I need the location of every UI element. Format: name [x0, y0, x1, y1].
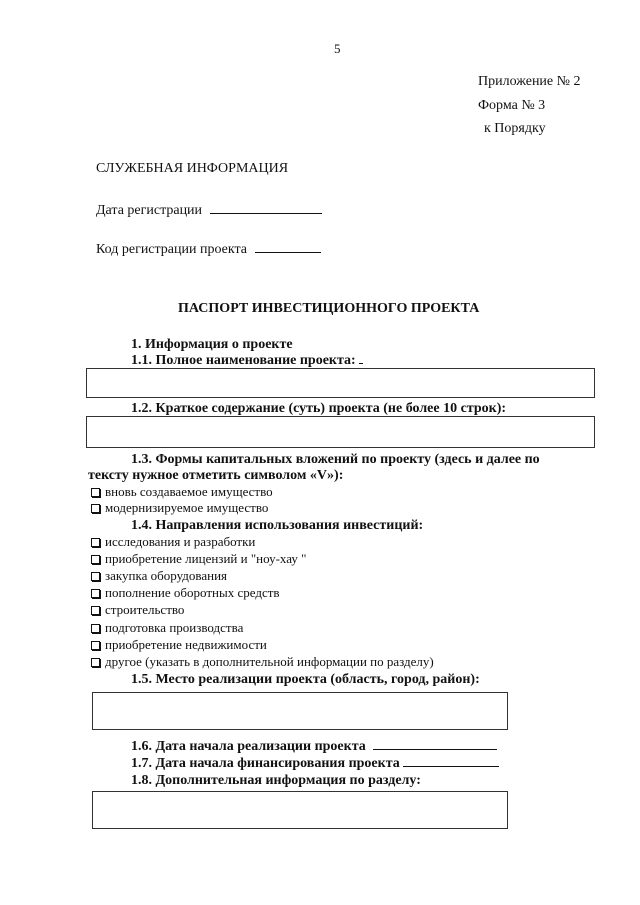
location-box[interactable]	[92, 692, 508, 730]
service-info-title: СЛУЖЕБНАЯ ИНФОРМАЦИЯ	[96, 161, 289, 176]
reg-date-row	[96, 202, 322, 219]
checkbox-icon[interactable]	[91, 504, 100, 513]
section-1-4-heading: 1.4. Направления использования инвестиций:	[131, 518, 424, 533]
direction-option[interactable]	[91, 585, 280, 601]
option-label: вновь создаваемое имущество	[105, 484, 273, 499]
direction-option[interactable]	[91, 654, 434, 670]
section-1-7-row	[131, 755, 499, 772]
option-label: подготовка производства	[105, 620, 244, 635]
checkbox-icon[interactable]	[91, 624, 100, 633]
reg-code-label: Код регистрации проекта	[96, 242, 247, 257]
section-1-3-heading-line1: 1.3. Формы капитальных вложений по проекту (здесь и далее по	[131, 452, 540, 467]
option-label: закупка оборудования	[105, 568, 228, 583]
direction-option[interactable]	[91, 620, 243, 636]
page-number: 5	[334, 41, 341, 56]
section-1-6-row	[131, 738, 497, 755]
financing-date-field[interactable]	[403, 766, 499, 767]
section-1-2-heading: 1.2. Краткое содержание (суть) проекта (не более 10 строк):	[131, 401, 507, 416]
direction-option[interactable]	[91, 637, 267, 653]
option-label: другое (указать в дополнительной информации по разделу)	[105, 654, 434, 669]
reg-date-label: Дата регистрации	[96, 203, 203, 218]
start-date-field[interactable]	[373, 749, 497, 750]
checkbox-icon[interactable]	[91, 606, 100, 615]
direction-option[interactable]	[91, 568, 227, 584]
section-1-1-underline	[359, 363, 363, 364]
form-label: Форма № 3	[478, 98, 546, 113]
capital-form-option[interactable]	[91, 500, 268, 516]
direction-option[interactable]	[91, 602, 184, 618]
section-1-1-heading	[131, 352, 363, 369]
checkbox-icon[interactable]	[91, 555, 100, 564]
reg-code-row	[96, 241, 321, 258]
summary-box[interactable]	[86, 416, 595, 448]
direction-option[interactable]	[91, 551, 306, 567]
appendix-label: Приложение № 2	[478, 74, 581, 89]
option-label: приобретение лицензий и "ноу-хау "	[105, 551, 307, 566]
section-1-8-heading: 1.8. Дополнительная информация по разделу:	[131, 773, 421, 788]
passport-title: ПАСПОРТ ИНВЕСТИЦИОННОГО ПРОЕКТА	[178, 301, 480, 316]
section-1-6-label: 1.6. Дата начала реализации проекта	[131, 739, 366, 754]
capital-form-option[interactable]	[91, 484, 273, 500]
section-1-1-label: 1.1. Полное наименование проекта:	[131, 353, 356, 368]
option-label: приобретение недвижимости	[105, 637, 267, 652]
option-label: модернизируемое имущество	[105, 500, 269, 515]
order-label: к Порядку	[484, 121, 546, 136]
reg-date-field[interactable]	[210, 213, 322, 214]
section-1-5-heading: 1.5. Место реализации проекта (область, город, район):	[131, 672, 480, 687]
additional-info-box[interactable]	[92, 791, 508, 829]
checkbox-icon[interactable]	[91, 572, 100, 581]
section-1-3-heading-line2: тексту нужное отметить символом «V»):	[88, 468, 344, 483]
checkbox-icon[interactable]	[91, 589, 100, 598]
checkbox-icon[interactable]	[91, 538, 100, 547]
option-label: исследования и разработки	[105, 534, 256, 549]
direction-option[interactable]	[91, 534, 255, 550]
checkbox-icon[interactable]	[91, 641, 100, 650]
section-1-heading: 1. Информация о проекте	[131, 337, 293, 352]
reg-code-field[interactable]	[255, 252, 321, 253]
checkbox-icon[interactable]	[91, 488, 100, 497]
checkbox-icon[interactable]	[91, 658, 100, 667]
full-name-box[interactable]	[86, 368, 595, 398]
option-label: пополнение оборотных средств	[105, 585, 280, 600]
option-label: строительство	[105, 602, 185, 617]
section-1-7-label: 1.7. Дата начала финансирования проекта	[131, 756, 400, 771]
